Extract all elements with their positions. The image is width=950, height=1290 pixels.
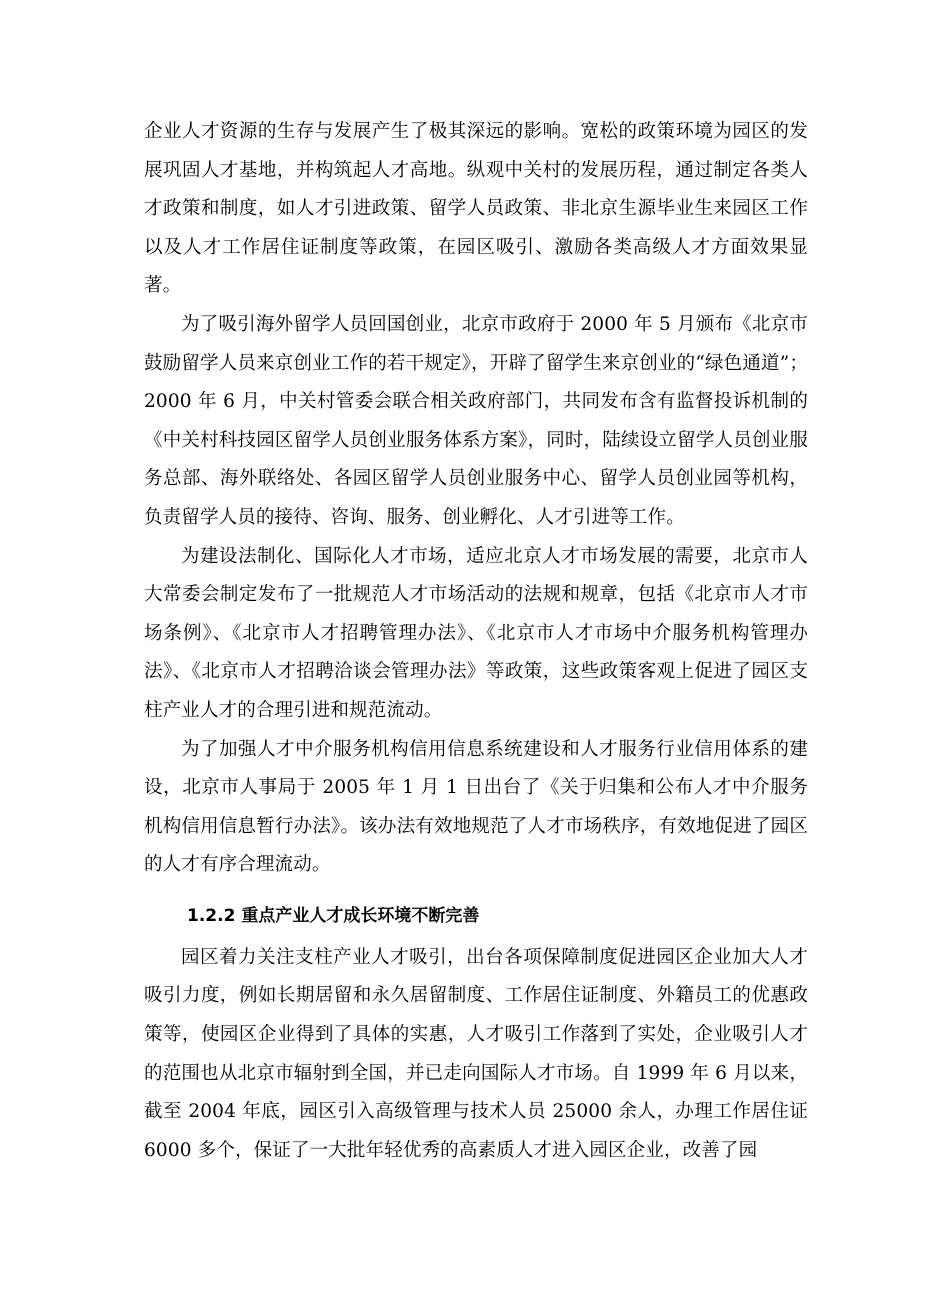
section-heading: 1.2.2 重点产业人才成长环境不断完善 (187, 905, 480, 926)
document-page (144, 113, 808, 1170)
paragraph-2: 为了吸引海外留学人员回国创业，北京市政府于 2000 年 5 月颁布《北京市鼓励留学人员来京创业工作的若干规定》，开辟了留学生来京创业的“绿色通道”；2000 年 6 月，中关村管委会联合相关政府部门，共同发布含有监督投诉机制的《中关村科技园区留学人员创业服务体系方案》，同时，陆续设立留学人员创业服务总部、海外联络处、各园区留学人员创业服务中心、留学人员创业园等机构，负责留学人员的接待、咨询、服务、创业孵化、人才引进等工作。 (144, 313, 808, 528)
paragraph-3: 为建设法制化、国际化人才市场，适应北京人才市场发展的需要，北京市人大常委会制定发布了一批规范人才市场活动的法规和规章，包括《北京市人才市场条例》、《北京市人才招聘管理办法》、《北京市人才市场中介服务机构管理办法》、《北京市人才招聘洽谈会管理办法》等政策，这些政策客观上促进了园区支柱产业人才的合理引进和规范流动。 (144, 545, 808, 721)
paragraph-4: 为了加强人才中介服务机构信用信息系统建设和人才服务行业信用体系的建设，北京市人事局于 2005 年 1 月 1 日出台了《关于归集和公布人才中介服务机构信用信息暂行办法》。该办法有效地规范了人才市场秩序，有效地促进了园区的人才有序合理流动。 (144, 738, 808, 876)
paragraph-5: 园区着力关注支柱产业人才吸引，出台各项保障制度促进园区企业加大人才吸引力度，例如长期居留和永久居留制度、工作居住证制度、外籍员工的优惠政策等，使园区企业得到了具体的实惠，人才吸引工作落到了实处，企业吸引人才的范围也从北京市辐射到全国，并已走向国际人才市场。自 1999 年 6 月以来，截至 2004 年底，园区引入高级管理与技术人员 25000 余人，办理工作居住证 6000 多个，保证了一大批年轻优秀的高素质人才进入园区企业，改善了园 (144, 946, 808, 1161)
paragraph-1: 企业人才资源的生存与发展产生了极其深远的影响。宽松的政策环境为园区的发展巩固人才基地，并构筑起人才高地。纵观中关村的发展历程，通过制定各类人才政策和制度，如人才引进政策、留学人员政策、非北京生源毕业生来园区工作以及人才工作居住证制度等政策，在园区吸引、激励各类高级人才方面效果显著。 (144, 121, 808, 297)
